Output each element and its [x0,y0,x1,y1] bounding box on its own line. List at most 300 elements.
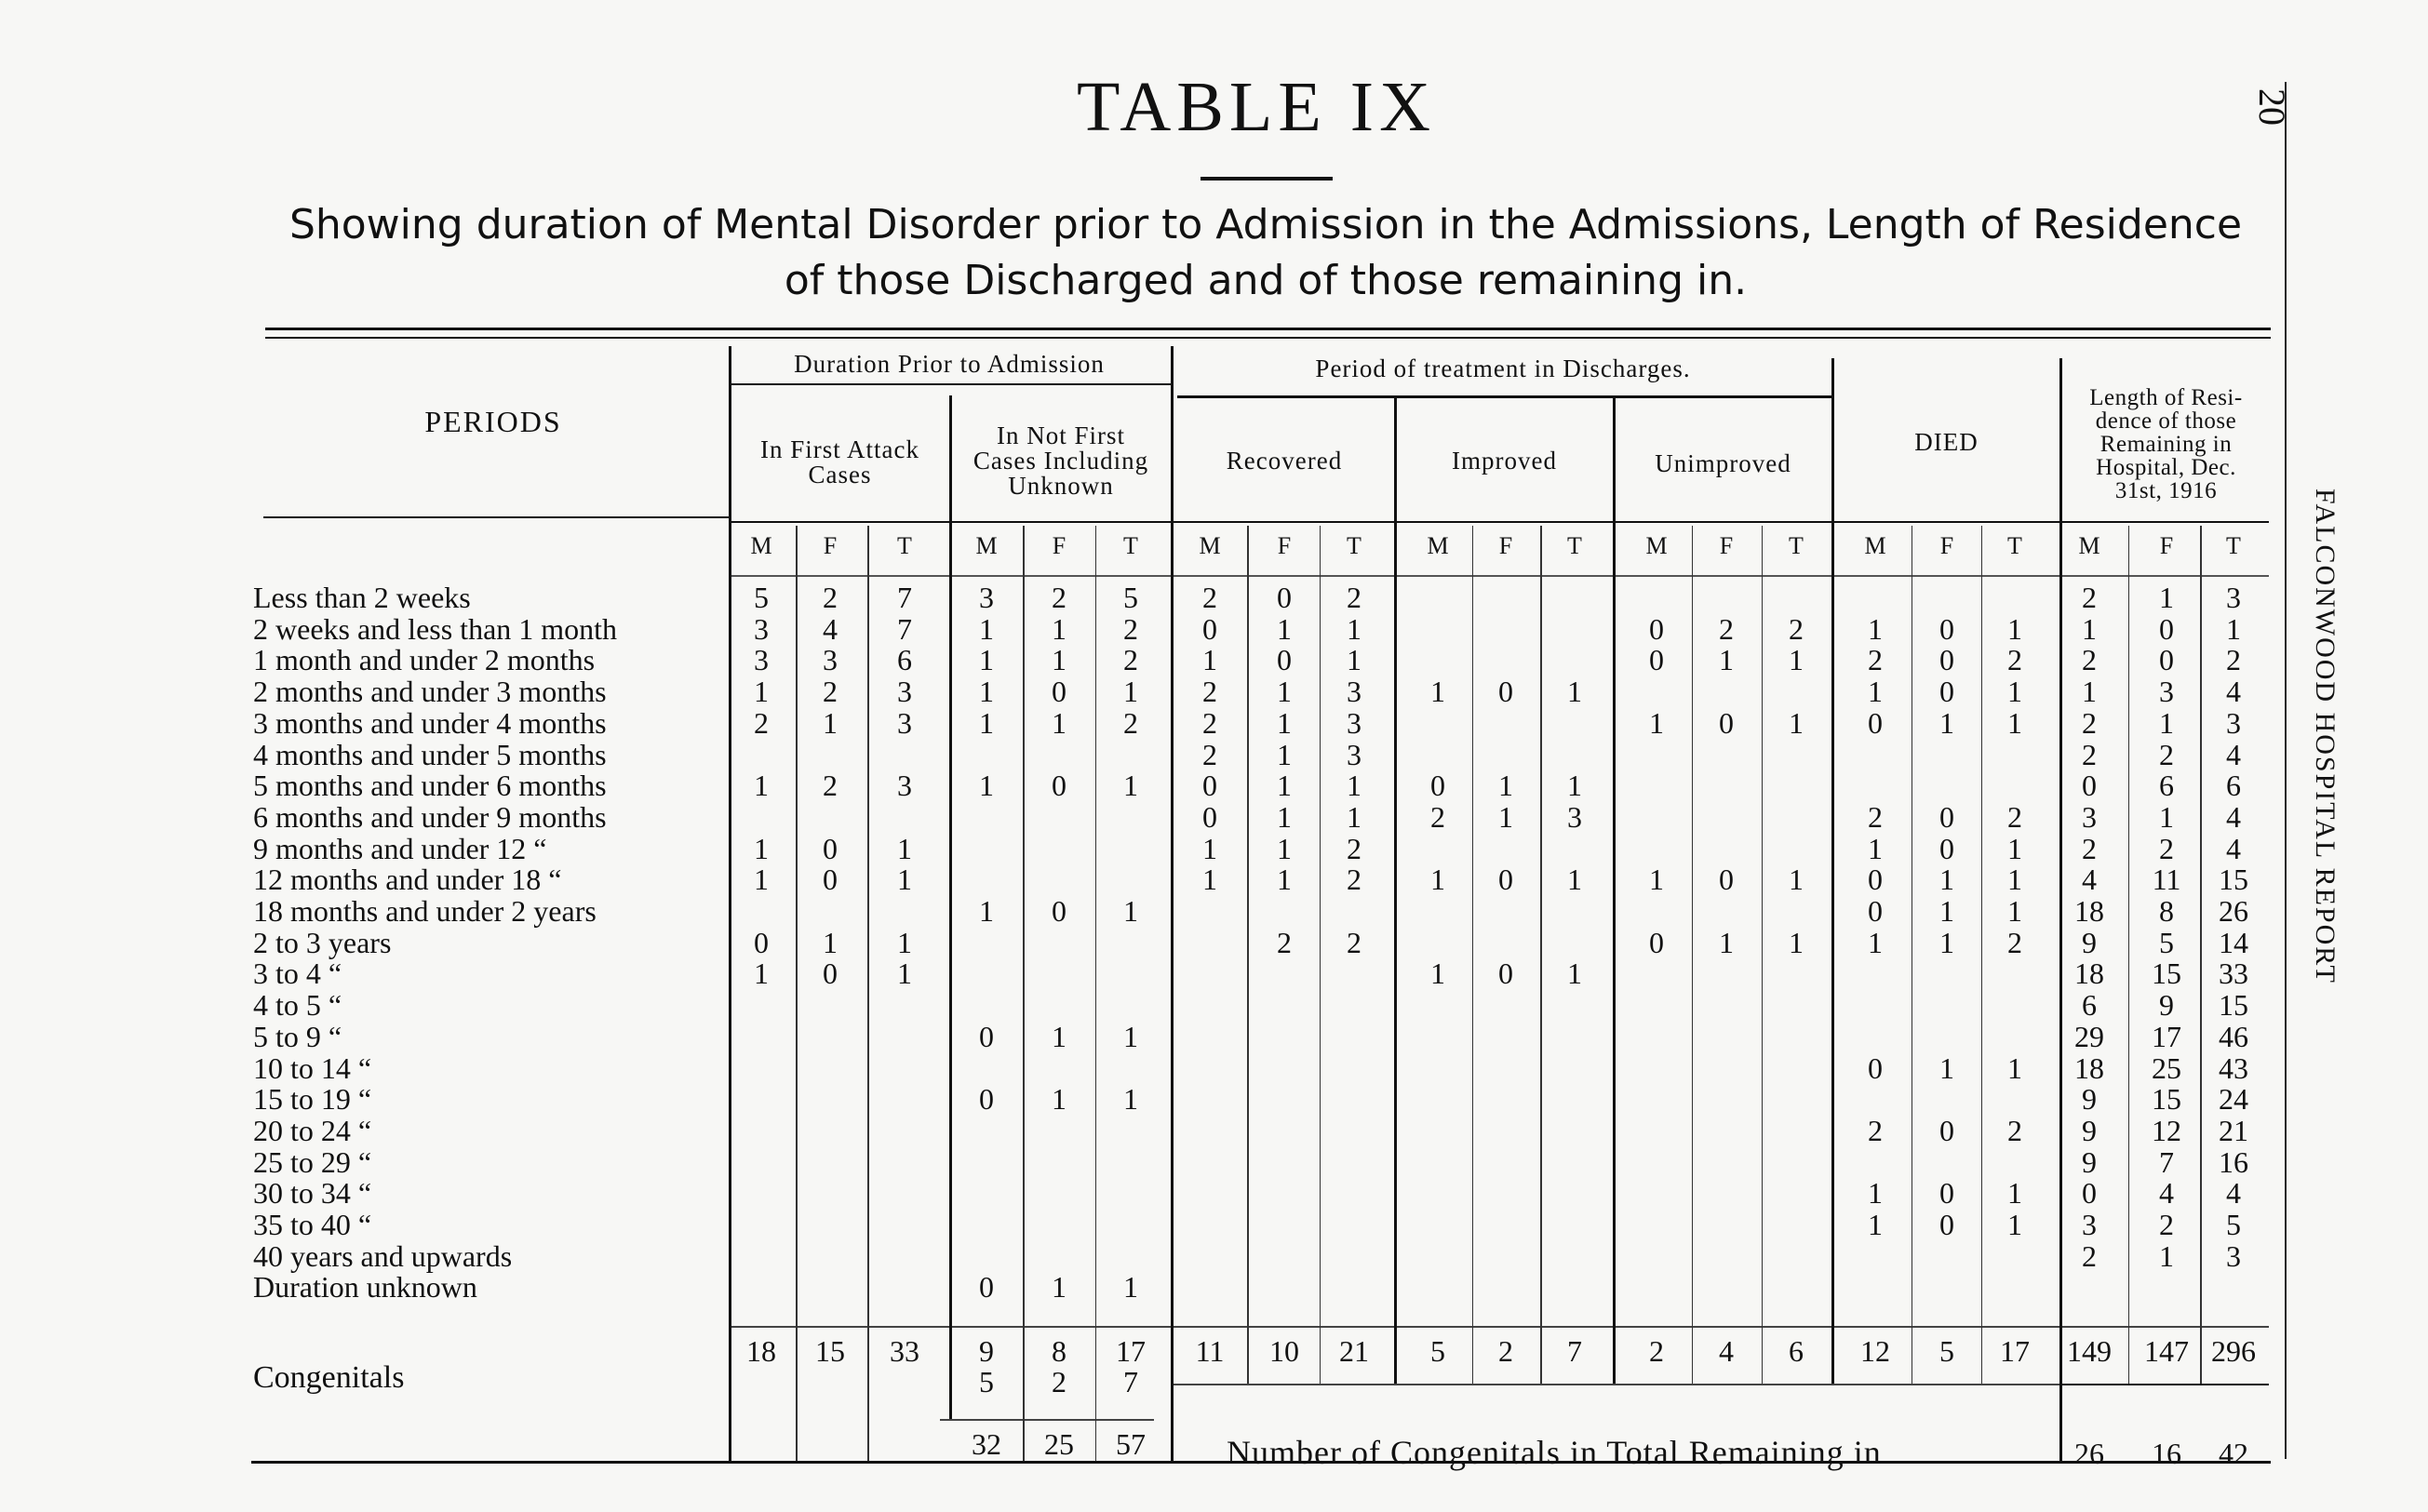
table-cell: 9 [2159,988,2174,1023]
table-cell: 0 [2159,643,2174,677]
table-cell: 3 [2226,581,2241,614]
table-cell: 1 [2007,1050,2022,1085]
table-cell: 1 [1123,1019,1138,1053]
duration-group-rule [729,383,1171,385]
table-cell: 2 [1202,705,1217,740]
table-cell: 18 [2074,1050,2104,1085]
period-label: 10 to 14 “ [253,1050,372,1085]
table-cell: 0 [979,1019,994,1053]
table-top-rule-2 [265,337,2271,339]
table-cell: 1 [979,675,994,709]
table-cell: 0 [1939,831,1954,865]
table-cell: 1 [1277,831,1292,865]
table-cell: 1 [897,863,912,897]
table-cell: 1 [1868,611,1883,646]
table-cell: 6 [897,643,912,677]
table-cell: 25 [2152,1050,2181,1085]
period-label: 4 months and under 5 months [253,737,607,771]
table-cell: 15 [2152,1082,2181,1117]
table-cell: 15 [2219,988,2248,1023]
table-cell: 1 [1567,863,1582,897]
table-cell: 2 [2082,737,2097,771]
table-cell: 17 [2152,1019,2181,1053]
table-cell: 1 [2007,705,2022,740]
period-label: 3 to 4 “ [253,957,342,991]
total-cell: 4 [1719,1334,1734,1368]
table-cell: 2 [1277,925,1292,959]
mft-separator [1692,526,1694,1384]
residence-totals-rule [2059,1384,2269,1385]
table-cell: 1 [1430,863,1445,897]
table-cell: 3 [823,643,838,677]
table-cell: 0 [823,863,838,897]
total-cell: 12 [1860,1334,1890,1368]
table-cell: 2 [823,581,838,614]
table-cell: 2 [1719,611,1734,646]
table-cell: 24 [2219,1082,2248,1117]
table-cell: 2 [2007,799,2022,834]
table-cell: 3 [897,769,912,803]
table-cell: 0 [1277,643,1292,677]
table-top-rule [265,328,2271,330]
page-title: TABLE IX [1077,68,1436,146]
table-cell: 1 [2159,705,2174,740]
table-cell: 1 [2226,611,2241,646]
table-cell: 0 [1868,1050,1883,1085]
table-cell: 1 [1939,894,1954,928]
congenitals-remaining-cell: 26 [2074,1437,2104,1470]
residence-line-5: 31st, 1916 [2114,478,2218,503]
improved-header: Improved [1452,447,1557,475]
header-m: M [1199,532,1221,559]
header-f: F [1719,532,1734,559]
total-cell: 17 [1116,1334,1146,1368]
table-cell: 15 [2152,957,2181,991]
mft-rule [729,575,2269,577]
residence-line-1: Length of Resi- [2089,385,2243,410]
table-cell: 1 [979,643,994,677]
table-cell: 1 [1939,1050,1954,1085]
table-cell: 0 [1868,863,1883,897]
table-cell: 1 [2007,1176,2022,1211]
table-cell: 2 [1789,611,1804,646]
table-cell: 1 [2159,581,2174,614]
table-cell: 1 [1277,863,1292,897]
running-head: FALCONWOOD HOSPITAL REPORT [2310,488,2341,984]
period-label: 9 months and under 12 “ [253,831,547,865]
table-cell: 2 [2082,643,2097,677]
page-subtitle [251,197,2280,309]
period-label: 2 months and under 3 months [253,675,607,709]
col-rule-recovered [1394,395,1397,1384]
total-cell: 5 [1939,1334,1954,1368]
table-cell: 1 [1498,799,1513,834]
table-cell: 1 [1719,643,1734,677]
not-first-line-3: Unknown [1008,472,1114,500]
period-label: 1 month and under 2 months [253,643,596,677]
table-cell: 2 [1202,737,1217,771]
table-cell: 1 [754,769,769,803]
table-cell: 8 [2159,894,2174,928]
not-first-line-1: In Not First [996,421,1125,449]
mft-separator [1540,526,1542,1384]
congenitals-cell: 5 [979,1365,994,1398]
congenitals-cell: 7 [1123,1365,1138,1398]
table-cell: 1 [1123,894,1138,928]
table-cell: 9 [2082,1082,2097,1117]
table-cell: 0 [1939,1113,1954,1147]
table-cell: 0 [2082,769,2097,803]
table-cell: 1 [1052,705,1066,740]
table-cell: 9 [2082,925,2097,959]
table-cell: 3 [897,705,912,740]
table-cell: 0 [1649,611,1664,646]
unimproved-header: Unimproved [1655,449,1791,477]
table-cell: 1 [1430,957,1445,991]
header-m: M [1864,532,1886,559]
table-cell: 1 [1123,675,1138,709]
grand-total-cell: 32 [972,1427,1001,1461]
col-rule-first-attack [949,395,952,1419]
table-cell: 2 [1347,925,1362,959]
table-cell: 5 [1123,581,1138,614]
table-cell: 1 [979,894,994,928]
table-cell: 0 [1939,611,1954,646]
table-cell: 1 [1719,925,1734,959]
mft-separator [1247,526,1249,1384]
col-rule-improved [1613,395,1616,1384]
congenitals-label: Congenitals [253,1360,405,1395]
residence-line-4: Hospital, Dec. [2096,455,2236,480]
table-cell: 1 [1649,705,1664,740]
total-cell: 147 [2144,1334,2189,1368]
table-cell: 1 [2159,799,2174,834]
table-cell: 46 [2219,1019,2248,1053]
table-cell: 2 [823,769,838,803]
total-cell: 33 [890,1334,919,1368]
table-cell: 3 [2159,675,2174,709]
table-cell: 1 [1868,1208,1883,1241]
table-cell: 1 [1123,769,1138,803]
period-label: 40 years and upwards [253,1238,513,1273]
subtitle-line-1: Showing duration of Mental Disorder prior to Admission in the Admissions, Length of Residence [288,201,2243,248]
table-cell: 1 [1868,831,1883,865]
total-cell: 9 [979,1334,994,1368]
table-cell: 0 [1939,1208,1954,1241]
table-cell: 0 [1202,611,1217,646]
table-cell: 1 [897,957,912,991]
table-cell: 3 [2226,1238,2241,1273]
table-cell: 1 [1052,1082,1066,1117]
table-cell: 0 [823,957,838,991]
table-cell: 2 [1123,611,1138,646]
total-cell: 149 [2067,1334,2112,1368]
table-cell: 5 [2226,1208,2241,1241]
died-header: DIED [1914,428,1979,456]
table-cell: 6 [2226,769,2241,803]
table-cell: 1 [1052,1019,1066,1053]
table-cell: 2 [2159,831,2174,865]
table-cell: 3 [1347,705,1362,740]
table-cell: 0 [1939,799,1954,834]
congenitals-remaining-cell: 16 [2152,1437,2181,1470]
table-cell: 2 [2082,705,2097,740]
table-cell: 1 [979,705,994,740]
table-cell: 4 [2226,1176,2241,1211]
period-label: 3 months and under 4 months [253,705,607,740]
table-cell: 2 [1123,705,1138,740]
table-cell: 1 [754,831,769,865]
table-cell: 12 [2152,1113,2181,1147]
table-cell: 2 [2007,925,2022,959]
table-cell: 1 [1202,863,1217,897]
table-cell: 1 [2007,611,2022,646]
table-cell: 1 [1939,925,1954,959]
mft-separator [1472,526,1474,1384]
table-cell: 1 [1789,705,1804,740]
page-margin-rule [2285,82,2287,1459]
first-attack-line-2: Cases [808,461,872,488]
table-cell: 0 [1868,894,1883,928]
header-t: T [2226,532,2241,559]
table-cell: 2 [2226,643,2241,677]
table-cell: 18 [2074,894,2104,928]
period-label: 20 to 24 “ [253,1113,372,1147]
table-cell: 0 [754,925,769,959]
first-attack-line-1: In First Attack [760,435,919,463]
table-cell: 1 [2082,675,2097,709]
table-cell: 0 [2159,611,2174,646]
table-cell: 3 [754,611,769,646]
table-cell: 1 [1430,675,1445,709]
table-cell: 0 [1498,863,1513,897]
mft-separator [1023,526,1025,1461]
table-cell: 1 [754,675,769,709]
table-cell: 4 [2159,1176,2174,1211]
table-cell: 14 [2219,925,2248,959]
table-cell: 3 [2082,1208,2097,1241]
table-cell: 0 [1719,863,1734,897]
header-t: T [897,532,912,559]
table-cell: 2 [1202,581,1217,614]
table-cell: 1 [1277,675,1292,709]
table-cell: 3 [1347,675,1362,709]
total-cell: 8 [1052,1334,1066,1368]
header-f: F [1052,532,1066,559]
periods-header: PERIODS [424,405,562,438]
table-cell: 2 [2082,581,2097,614]
note-rule [1173,1384,2059,1385]
table-cell: 1 [1202,831,1217,865]
table-cell: 0 [1939,675,1954,709]
table-cell: 0 [1052,675,1066,709]
period-label: Less than 2 weeks [253,581,471,614]
total-cell: 2 [1649,1334,1664,1368]
header-m: M [975,532,998,559]
table-cell: 1 [1789,925,1804,959]
duration-group-header: Duration Prior to Admission [794,350,1105,378]
header-f: F [823,532,838,559]
total-cell: 17 [2000,1334,2030,1368]
header-m: M [1427,532,1449,559]
table-cell: 1 [1123,1270,1138,1305]
table-cell: 9 [2082,1144,2097,1179]
mft-separator [867,526,869,1461]
table-cell: 1 [823,705,838,740]
table-cell: 3 [2226,705,2241,740]
header-t: T [1123,532,1138,559]
period-label: 12 months and under 18 “ [253,863,562,897]
periods-header-rule [263,516,729,518]
table-cell: 1 [754,863,769,897]
mft-separator [1762,526,1764,1384]
grand-total-cell: 57 [1116,1427,1146,1461]
table-cell: 11 [2152,863,2181,897]
table-cell: 1 [1939,705,1954,740]
table-cell: 1 [1347,769,1362,803]
table-cell: 0 [979,1270,994,1305]
total-cell: 10 [1269,1334,1299,1368]
congenitals-cell: 2 [1052,1365,1066,1398]
table-cell: 2 [1347,863,1362,897]
header-t: T [1567,532,1582,559]
table-cell: 3 [897,675,912,709]
mft-separator [1095,526,1097,1461]
table-cell: 1 [1567,675,1582,709]
table-cell: 4 [2226,675,2241,709]
header-t: T [1347,532,1362,559]
table-cell: 1 [979,611,994,646]
table-cell: 0 [1649,643,1664,677]
table-cell: 4 [2226,799,2241,834]
header-m: M [1645,532,1668,559]
table-cell: 0 [1939,1176,1954,1211]
table-cell: 1 [823,925,838,959]
table-cell: 0 [2082,1176,2097,1211]
table-cell: 0 [1498,957,1513,991]
mft-separator [1912,526,1913,1384]
header-f: F [1498,532,1513,559]
first-attack-header [731,437,949,488]
subtitle-line-2: of those Discharged and of those remaining in. [784,257,1748,304]
table-cell: 0 [1202,799,1217,834]
title-underline [1201,177,1333,181]
period-label: 4 to 5 “ [253,988,342,1023]
period-label: 25 to 29 “ [253,1144,372,1179]
table-cell: 1 [1868,675,1883,709]
treatment-group-header: Period of treatment in Discharges. [1315,355,1691,382]
period-label: 5 months and under 6 months [253,769,607,803]
table-cell: 2 [2159,1208,2174,1241]
table-cell: 2 [754,705,769,740]
table-cell: 1 [1347,611,1362,646]
period-label: 18 months and under 2 years [253,894,597,928]
table-cell: 43 [2219,1050,2248,1085]
period-label: Duration unknown [253,1270,477,1305]
table-cell: 6 [2159,769,2174,803]
table-cell: 1 [1498,769,1513,803]
table-cell: 7 [2159,1144,2174,1179]
table-cell: 1 [1868,1176,1883,1211]
table-cell: 2 [1868,1113,1883,1147]
mft-separator [1320,526,1321,1384]
table-cell: 2 [1347,581,1362,614]
table-cell: 2 [2082,831,2097,865]
table-cell: 21 [2219,1113,2248,1147]
totals-rule [729,1326,2269,1328]
table-cell: 7 [897,611,912,646]
table-cell: 1 [1347,799,1362,834]
total-cell: 6 [1789,1334,1804,1368]
table-cell: 26 [2219,894,2248,928]
table-cell: 1 [2007,894,2022,928]
table-cell: 7 [897,581,912,614]
header-f: F [1939,532,1954,559]
congenitals-rule [940,1419,1154,1421]
table-cell: 1 [1052,643,1066,677]
table-cell: 4 [2226,737,2241,771]
period-label: 2 to 3 years [253,925,392,959]
table-cell: 0 [1868,705,1883,740]
header-t: T [1789,532,1804,559]
col-rule-unimproved [1831,358,1834,1384]
header-m: M [750,532,772,559]
table-cell: 1 [1649,863,1664,897]
period-label: 30 to 34 “ [253,1176,372,1211]
table-cell: 5 [2159,925,2174,959]
table-cell: 1 [1789,863,1804,897]
table-cell: 2 [1123,643,1138,677]
congenitals-remaining-cell: 42 [2219,1437,2248,1470]
total-cell: 2 [1498,1334,1513,1368]
table-cell: 1 [2007,863,2022,897]
table-cell: 3 [979,581,994,614]
table-cell: 2 [1430,799,1445,834]
table-cell: 0 [1939,643,1954,677]
table-cell: 2 [1868,799,1883,834]
table-cell: 2 [2082,1238,2097,1273]
period-label: 15 to 19 “ [253,1082,372,1117]
residence-line-2: dence of those [2095,408,2237,434]
table-cell: 1 [897,925,912,959]
total-cell: 296 [2211,1334,2256,1368]
table-cell: 9 [2082,1113,2097,1147]
table-cell: 1 [1277,737,1292,771]
period-label: 2 weeks and less than 1 month [253,611,618,646]
table-cell: 0 [823,831,838,865]
table-cell: 1 [1052,611,1066,646]
table-cell: 1 [1939,863,1954,897]
residence-header [2061,386,2271,502]
table-cell: 1 [1789,643,1804,677]
table-cell: 1 [1123,1082,1138,1117]
table-cell: 0 [1277,581,1292,614]
period-label: 6 months and under 9 months [253,799,607,834]
total-cell: 15 [815,1334,845,1368]
table-cell: 4 [2082,863,2097,897]
not-first-header [951,423,1171,499]
table-cell: 2 [2007,643,2022,677]
period-label: 5 to 9 “ [253,1019,342,1053]
total-cell: 21 [1339,1334,1369,1368]
grand-total-cell: 25 [1044,1427,1074,1461]
table-cell: 1 [1567,957,1582,991]
header-t: T [2007,532,2022,559]
table-cell: 3 [1347,737,1362,771]
table-cell: 1 [754,957,769,991]
table-cell: 2 [1347,831,1362,865]
total-cell: 7 [1567,1334,1582,1368]
